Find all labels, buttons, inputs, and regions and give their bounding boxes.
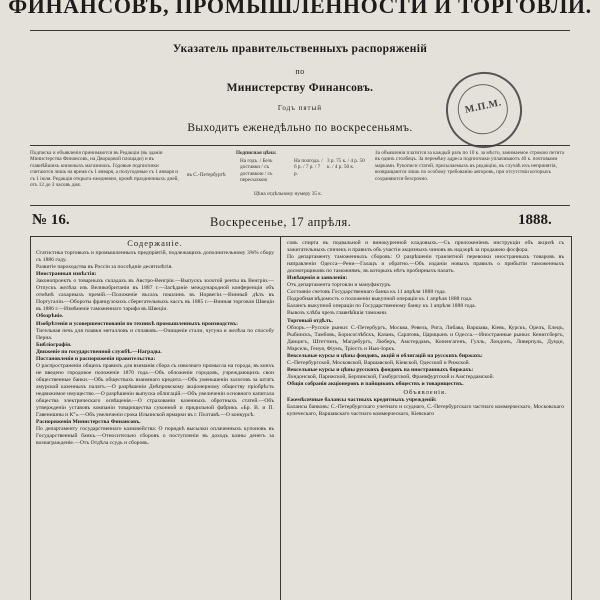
intro-text: Статистика торговыхъ и промышленныхъ предпріятій, подлежащихъ дополнительному 3⅝% сбору съ 1886 году. <box>36 250 274 264</box>
issue-date: Воскресенье, 17 апрѣля. <box>210 215 352 229</box>
review-heading: Обозрѣніе. <box>36 313 64 320</box>
subtitle-line2: Министерству Финансовъ. <box>226 82 374 94</box>
contents-title: Содержаніе. <box>127 238 183 248</box>
foreign-news-heading: Иностранныя извѣстія: <box>36 271 97 278</box>
news-heading: Извѣщенія и заявленія: <box>287 275 348 282</box>
ads-heading: Объявленія. <box>403 388 448 396</box>
bank-report-1: Состояніе счетовъ Государственнаго банка къ 11 апрѣля 1888 года. <box>287 289 447 296</box>
masthead-title: ФИНАНСОВЪ, ПРОМЫШЛЕННОСТИ И ТОРГОВЛИ. <box>8 0 592 18</box>
subtitle-by: по <box>295 67 305 76</box>
subscription-top-rule <box>30 145 570 146</box>
movement-heading: Движеніе по государственной службѣ.—Награды. <box>36 348 162 355</box>
year-label: Годъ пятый <box>277 104 323 112</box>
weekly-note: Выходитъ еженедѣльно по воскресеньямъ. <box>187 122 413 134</box>
trade-text: Обзоръ.—Русскіе рынки: С.-Петербургъ, Москва, Ревель, Рига, Либава, Варшава, Кіевъ, Курскъ, Орелъ, Елецъ, Рыбинскъ, Тамбовъ, Борисоглѣбскъ, Казань, Саратовъ, Царицынъ и Одесса.—Иностранные рынки: Кенигсбергъ, Данцигъ, Штеттинъ, Магдебургъ, Люберъ, Амстердамъ, Копенгагенъ, Гулль, Лондонъ, Ливерпуль, Дунди, Марсель, Генуя, Фіумъ, Тріестъ и Нью-Іоркъ. <box>287 324 564 352</box>
bibliography-heading: Библіографія. <box>36 341 72 348</box>
left-column <box>36 240 274 447</box>
fx-text: С.-Петербургской, Московской, Варшавской, Кіевской, Одесской и Рижской. <box>287 359 471 366</box>
inventions-heading: Изобрѣтенія и усовершенствованія по техникѣ промышленныхъ производствъ: <box>36 320 239 327</box>
bank-report-3: Балансъ выкупной операціи по Государственному банку къ 1 апрѣля 1888 года. <box>287 303 477 310</box>
fx2-heading: Вексельные курсы и цѣны русскихъ фондовъ на иностранныхъ биржахъ: <box>287 366 474 373</box>
societies-heading: Общія собранія акціонеровъ и пайщиковъ обществъ и товариществъ. <box>287 380 464 387</box>
price-title: Подписная цѣна: <box>236 150 277 156</box>
issue-number: № 16. <box>32 212 70 228</box>
issue-top-rule <box>30 205 570 206</box>
city-note: въ С.-Петербургѣ <box>187 172 226 178</box>
news-text: Отъ департамента торговли и мануфактуръ. <box>287 282 392 289</box>
foreign-news-text: Законопроектъ о товарныхъ складахъ въ Австро-Венгріи.—Выпускъ золотой ренты въ Венгріи.—Отпускъ желѣза изъ Великобританіи въ 1887 г.—Засѣданіе международной конференціи объ отмѣнѣ сахарныхъ премій.—Положеніе въсахъ пошлинъ въ Норвегіи.—Винный дѣлъ въ Португаліи.—Обороты французскихъ сберегательныхъ кассъ въ 1885 г.—Винная торговля Швеціи въ 1886 г.—Измѣненіе таможеннаго тарифа въ Швеціи. <box>36 278 274 313</box>
balances-heading: Ежемѣсячные балансы частныхъ кредитныхъ учрежденій: <box>287 397 437 404</box>
decrees-text: О распространеніи общихъ правилъ для взиманія сбора съ извознаго промысла на города, въ конхъ не введено городовое положеніе 1870 года.—Объ обложеніи городовъ, учреждающихъ свои общественные банки.—Объ обществахъ взаимнаго кредита.—Объ уменьшеніи залоговъ за штатъ амурской казенныхъ палатъ.—О разрѣшеніи Днѣпровскому акціонерному обществу пріобрѣсть недвижимое имущество.—О разрѣшеніи выпуска облигацій.—Объ увеличеніи основного капитала общества электрическаго освѣщенія.—О страхованіи казенныхъ обротныхъ статей.—Объ утвержденіи уставовъ компаніи товарищества суконной и прядильной фабрикъ «Бр. В. и П. Гавенишны и К°».—Объ увеличеніи срока Ильинской ярмарки въ г. Полтавѣ.—О конкурсѣ. <box>36 362 274 419</box>
inventions-text: Тигельная печь для плавки металловъ и сплавовъ.—Очищеніе стали, чугуна и желѣза по способу Перна. <box>36 327 274 341</box>
price-col-c: 3 р. 75 к. / 4 р. 50 к. / 4 р. 50 к. <box>327 158 365 171</box>
price-col-b: На полгода. / 6 р. / 7 р. / 7 р. <box>294 158 323 177</box>
fx2-text: Лондонской, Парижской, Берлинской, Гамбургской, Франкфуртской и Амстердамской. <box>287 373 494 380</box>
bank-report-2: Подробная вѣдомость о положеніи выкупной операціи къ 1 апрѣля 1888 года. <box>287 296 473 303</box>
trade-heading: Торговый отдѣлъ. <box>287 317 333 324</box>
intro-text-2: Развитіе пароходства въ Россіи за послѣдніе десятилѣтія. <box>36 264 173 271</box>
right-column <box>287 240 564 418</box>
ministry-text: По департаменту государственнаго казначейства: О порядкѣ высылки оплаченныхъ купоновъ въ Государственный банкъ.—Относительно сборовъ о поступленіи въ доходъ казны денегъ за вознагражденіе.—Отъ Отдѣла ссудъ и сборовъ. <box>36 426 274 447</box>
subscription-right-block: За объявленія платится за каждый разъ по 10 к. за мѣсто, занимаемое строкою петита въ одинъ столбецъ. За перемѣну адреса подписчики уплачиваютъ 40 к. почтовыми марками. Рукописи статей, присылаемыхъ въ редакцію, въ случаѣ ихъ непринятія, возвращаются лишь по особому требованію авторовъ, при отсутствіи которыхъ сохраняются безсрочно. <box>375 150 565 182</box>
price-col-a: На годъ. / Безъ доставки / съ доставкою / съ пересылкою <box>240 158 273 184</box>
grain-export: Вывозъ хлѣба чрезъ главнѣйшія таможни. <box>287 310 388 317</box>
subtitle-line1: Указатель правительственныхъ распоряженій <box>172 43 428 55</box>
single-issue-price: Цѣна отдѣльному нумеру 35 к. <box>254 191 323 197</box>
column-divider <box>280 236 281 600</box>
postal-stamp <box>439 65 529 155</box>
excise-continued-text: совъ спирта въ подвальной и винокуренной кладовыхъ.—Съ приложеніемъ инструкціи объ акцизѣ съ зажигательныхъ спичекъ и правилъ объ участіи акцизныхъ чиновъ въ надзорѣ за продажею фосфора. <box>287 240 564 254</box>
stamp-text: М.П.М. <box>463 97 503 116</box>
masthead-rule <box>30 30 570 31</box>
fx-heading: Вексельные курсы и цѣны фондовъ, акцій и облигацій на русскихъ биржахъ: <box>287 352 483 359</box>
customs-text: По департаменту таможенныхъ сборовъ: О разрѣшеніи транзитной перевозки иностранныхъ товаровъ въ направленіи Одесса—Рени—Галацъ и обратно.—Объ изданіи новыхъ правилъ о прибытіи таможенныхъ досмотрщиковъ по таможнямъ, въ которыхъ нѣтъ пробирныхъ палатъ. <box>287 254 564 275</box>
ministry-heading: Распоряженія Министерства Финансовъ. <box>36 419 141 426</box>
subscription-left-block: Подписка и объявленія принимаются въ Редакціи (въ зданіи Министерства Финансовъ, на Дворцовой площади) и въ главнѣйшихъ книжныхъ магазинахъ. Годовые подписчики считаются лишь на время съ 1 января, а полугодовые съ 1 января и съ 1 іюля. Редакція открыта ежедневно, кромѣ праздничныхъ дней, отъ 12 до 3 часовъ дня. <box>30 150 179 189</box>
decrees-heading: Постановленія и распоряженія правительства: <box>36 355 156 362</box>
issue-year: 1888. <box>518 212 552 228</box>
balances-text: Балансы банковъ: С.-Петербургскаго учетнаго и ссуднаго, С.-Петербургскаго частнаго коммерческаго, Московскаго купеческаго, Варшавскаго частнаго коммерческаго, Кіевскаго <box>287 404 564 418</box>
